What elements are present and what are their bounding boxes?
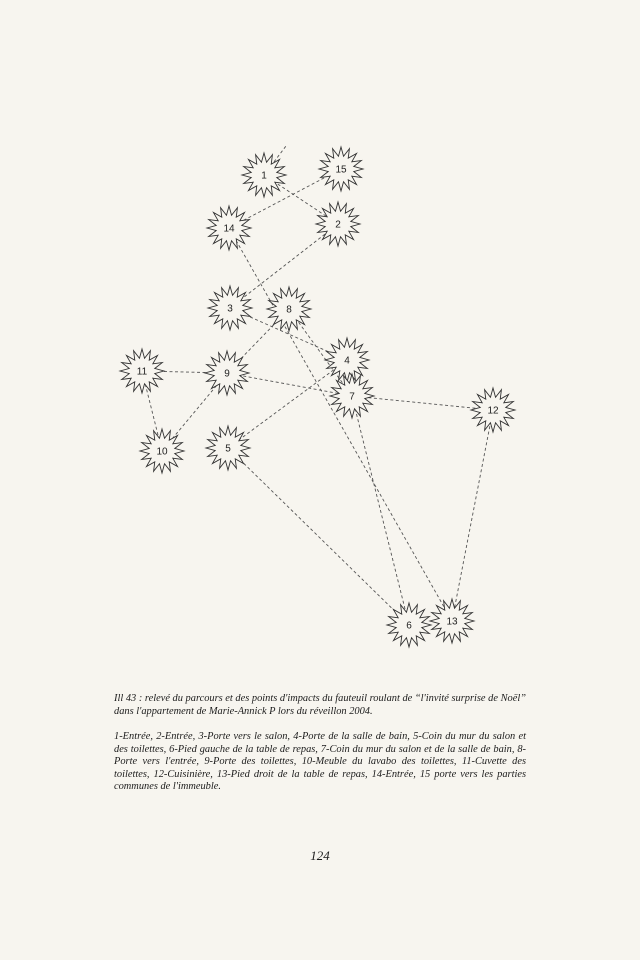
impact-point-7 bbox=[330, 374, 374, 418]
figure-legend: 1-Entrée, 2-Entrée, 3-Porte vers le salon, 4-Porte de la salle de bain, 5-Coin du mur du salon et des toilettes, 6-Pied gauche de la table de repas, 7-Coin du mur du salon et de la salle de bain, 8-Porte vers l'entrée, 9-Porte des toilettes, 10-Meuble du lavabo des toilettes, 11-Cuvette des toilettes, 12-Cuisinière, 13-Pied droit de la table de repas, 14-Entrée, 15 porte vers les parties communes de l'immeuble. bbox=[114, 731, 526, 793]
impact-point-14 bbox=[207, 206, 251, 250]
figure-caption: Ill 43 : relevé du parcours et des points d'impacts du fauteuil roulant de “l'invité surprise de Noël” dans l'appartement de Marie-Annick P lors du réveillon 2004. bbox=[114, 693, 526, 717]
route-edge-9-7 bbox=[227, 373, 352, 396]
impact-point-label: 4 bbox=[344, 355, 350, 367]
impact-point-3 bbox=[208, 286, 252, 330]
impact-point-6 bbox=[387, 603, 431, 647]
impact-point-label: 13 bbox=[446, 616, 458, 628]
impact-point-label: 15 bbox=[335, 164, 347, 176]
impact-point-label: 2 bbox=[335, 219, 341, 231]
impact-point-label: 10 bbox=[156, 446, 168, 458]
route-edge-5-6 bbox=[228, 448, 409, 625]
impact-point-4 bbox=[325, 338, 369, 382]
route-edge-7-12 bbox=[352, 396, 493, 410]
impact-point-15 bbox=[319, 147, 363, 191]
impact-point-5 bbox=[206, 426, 250, 470]
impact-point-label: 9 bbox=[224, 368, 230, 380]
impact-point-label: 6 bbox=[406, 620, 412, 632]
impact-point-label: 14 bbox=[223, 223, 235, 235]
impact-point-1 bbox=[242, 153, 286, 197]
impact-point-2 bbox=[316, 202, 360, 246]
impact-point-label: 11 bbox=[136, 366, 148, 378]
impact-point-11 bbox=[120, 349, 164, 393]
impact-point-label: 5 bbox=[225, 443, 231, 455]
impact-point-label: 12 bbox=[487, 405, 499, 417]
route-edge-6-7 bbox=[352, 396, 409, 625]
page-number: 124 bbox=[310, 848, 330, 863]
impact-point-label: 1 bbox=[261, 170, 267, 182]
impact-point-9 bbox=[205, 351, 249, 395]
route-edge-12-13 bbox=[452, 410, 493, 621]
route-nodes bbox=[120, 147, 515, 647]
impact-point-12 bbox=[471, 388, 515, 432]
impact-point-10 bbox=[140, 429, 184, 473]
impact-point-label: 8 bbox=[286, 304, 292, 316]
impact-point-13 bbox=[430, 599, 474, 643]
impact-point-label: 3 bbox=[227, 303, 233, 315]
route-edge-13-14 bbox=[229, 228, 452, 621]
impact-point-8 bbox=[267, 287, 311, 331]
route-edges bbox=[142, 146, 493, 625]
impact-point-label: 7 bbox=[349, 391, 355, 403]
